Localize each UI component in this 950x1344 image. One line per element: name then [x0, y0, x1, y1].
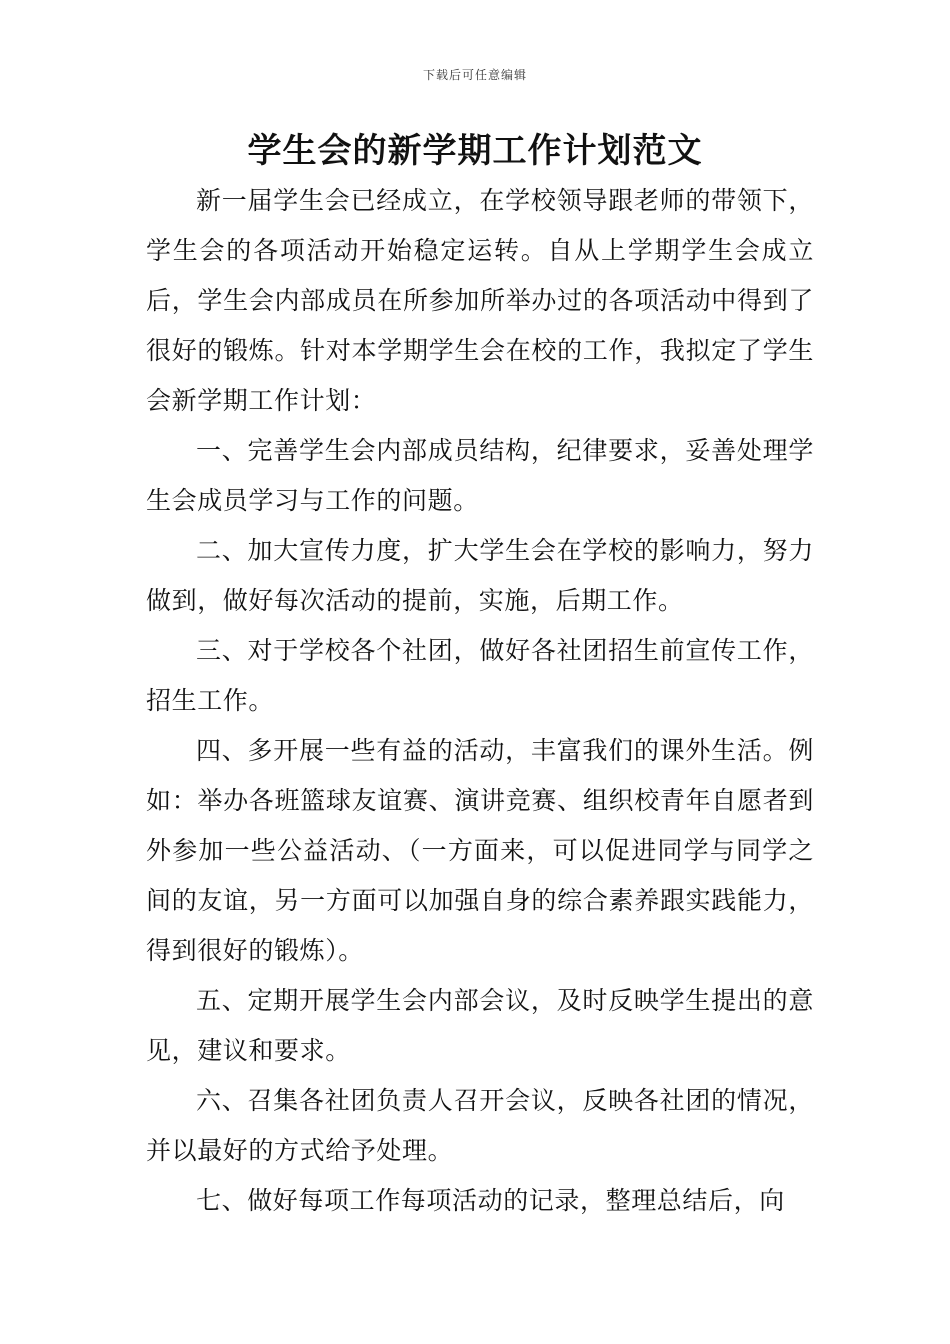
paragraph-item-3: 三、对于学校各个社团，做好各社团招生前宣传工作，招生工作。 [146, 636, 814, 715]
document-title: 学生会的新学期工作计划范文 [247, 131, 703, 171]
paragraph-item-4: 四、多开展一些有益的活动，丰富我们的课外生活。例如：举办各班篮球友谊赛、演讲竞赛、组织校青年自愿者到外参加一些公益活动、（一方面来，可以促进同学与同学之间的友谊，另一方面可以加强自身的综合素养跟实践能力，得到很好的锻炼）。 [146, 736, 814, 965]
paragraph-item-6: 六、召集各社团负责人召开会议，反映各社团的情况，并以最好的方式给予处理。 [146, 1086, 814, 1165]
document-body [146, 176, 814, 1226]
paragraph-item-1: 一、完善学生会内部成员结构，纪律要求，妥善处理学生会成员学习与工作的问题。 [146, 436, 814, 515]
paragraph-item-7: 七、做好每项工作每项活动的记录，整理总结后，向 [196, 1186, 785, 1215]
header-note: 下载后可任意编辑 [422, 68, 527, 82]
paragraph-intro: 新一届学生会已经成立，在学校领导跟老师的带领下，学生会的各项活动开始稳定运转。自从上学期学生会成立后，学生会内部成员在所参加所举办过的各项活动中得到了很好的锻炼。针对本学期学生会在校的工作，我拟定了学生会新学期工作计划： [146, 186, 814, 415]
paragraph-item-2: 二、加大宣传力度，扩大学生会在学校的影响力，努力做到，做好每次活动的提前，实施，后期工作。 [146, 536, 814, 615]
paragraph-item-5: 五、定期开展学生会内部会议，及时反映学生提出的意见，建议和要求。 [146, 986, 814, 1065]
